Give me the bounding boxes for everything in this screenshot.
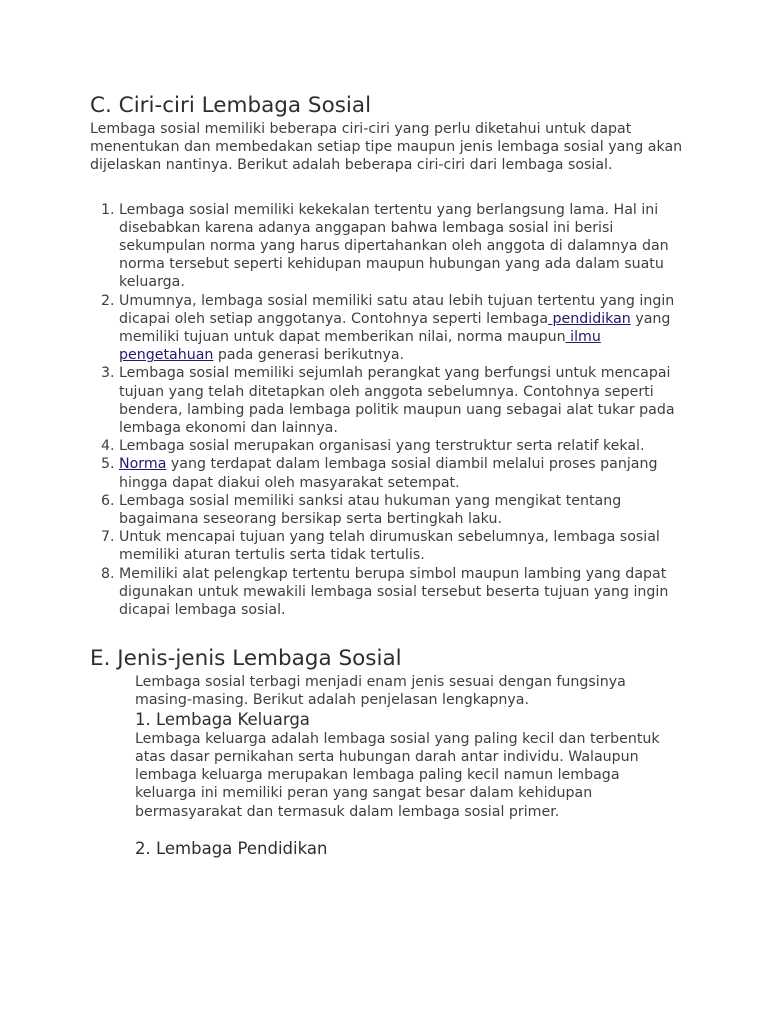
list-item (119, 437, 690, 455)
list-item (119, 292, 690, 365)
list-item (119, 455, 690, 491)
link-norma[interactable]: Norma (119, 456, 167, 473)
section-e-title: E. Jenis-jenis Lembaga Sosial (90, 646, 402, 672)
list-item-text: Lembaga sosial memiliki sejumlah perangkat yang berfungsi untuk mencapai tujuan yang telah ditetapkan oleh anggota sebelumnya. Contohnya seperti bendera, lambing pada lembaga politik maupun uang sebagai alat tukar pada lembaga ekonomi dan lainnya. (119, 365, 675, 437)
section-c-intro: Lembaga sosial memiliki beberapa ciri-ciri yang perlu diketahui untuk dapat menentukan dan membedakan setiap tipe maupun jenis lembaga sosial yang akan dijelaskan nantinya. Berikut adalah beberapa ciri-ciri dari lembaga sosial. (90, 121, 683, 174)
link-pendidikan[interactable]: pendidikan (548, 310, 631, 327)
list-item-text: Memiliki alat pelengkap tertentu berupa simbol maupun lambing yang dapat digunakan untuk mewakili lembaga sosial tersebut beserta tujuan yang ingin dicapai lembaga sosial. (119, 565, 669, 619)
list-item (119, 201, 690, 292)
spacer (135, 821, 680, 839)
link-ilmu-pengetahuan[interactable]: ilmu pengetahuan (119, 329, 601, 364)
section-e-intro: Lembaga sosial terbagi menjadi enam jenis sesuai dengan fungsinya masing-masing. Berikut adalah penjelasan lengkapnya. (135, 674, 626, 709)
list-item-text: yang memiliki tujuan untuk dapat memberikan nilai, norma maupun (119, 310, 671, 346)
list-item-text: pada generasi berikutnya. (213, 347, 405, 364)
list-item-text: Lembaga sosial memiliki kekekalan tertentu yang berlangsung lama. Hal ini disebabkan karena adanya anggapan bahwa lembaga sosial ini berisi sekumpulan norma yang harus dipertahankan oleh anggota di dalamnya dan norma tersebut seperti kehidupan maupun hubungan yang ada dalam suatu keluarga. (119, 201, 669, 291)
list-item (119, 364, 690, 437)
list-item-text: Umumnya, lembaga sosial memiliki satu atau lebih tujuan tertentu yang ingin dicapai oleh setiap anggotanya. Contohnya seperti lembaga (119, 292, 675, 327)
subsection-pendidikan-title: 2. Lembaga Pendidikan (135, 838, 328, 858)
list-item (119, 565, 690, 620)
section-c-title: C. Ciri-ciri Lembaga Sosial (90, 93, 372, 118)
subsection-keluarga-text: Lembaga keluarga adalah lembaga sosial yang paling kecil dan terbentuk atas dasar pernikahan serta hubungan darah antar individu. Walaupun lembaga keluarga merupakan lembaga paling kecil namun lembaga keluarga ini memiliki peran yang sangat besar dalam kehidupan bermasyarakat dan termasuk dalam lembaga sosial primer. (135, 730, 660, 820)
list-item (119, 528, 690, 564)
section-e-body (135, 673, 680, 858)
subsection-keluarga-title: 1. Lembaga Keluarga (135, 709, 310, 729)
list-item (119, 492, 690, 528)
list-item-text: yang terdapat dalam lembaga sosial diambil melalui proses panjang hingga dapat diakui oleh masyarakat setempat. (119, 456, 658, 491)
ciri-ciri-list (90, 201, 690, 620)
section-e (90, 645, 690, 858)
list-item-text: Untuk mencapai tujuan yang telah dirumuskan sebelumnya, lembaga sosial memiliki aturan tertulis serta tidak tertulis. (119, 529, 660, 564)
list-item-text: Lembaga sosial merupakan organisasi yang terstruktur serta relatif kekal. (119, 438, 645, 455)
list-item-text: Lembaga sosial memiliki sanksi atau hukuman yang mengikat tentang bagaimana seseorang bersikap serta bertingkah laku. (119, 492, 622, 528)
document-page (90, 92, 690, 859)
